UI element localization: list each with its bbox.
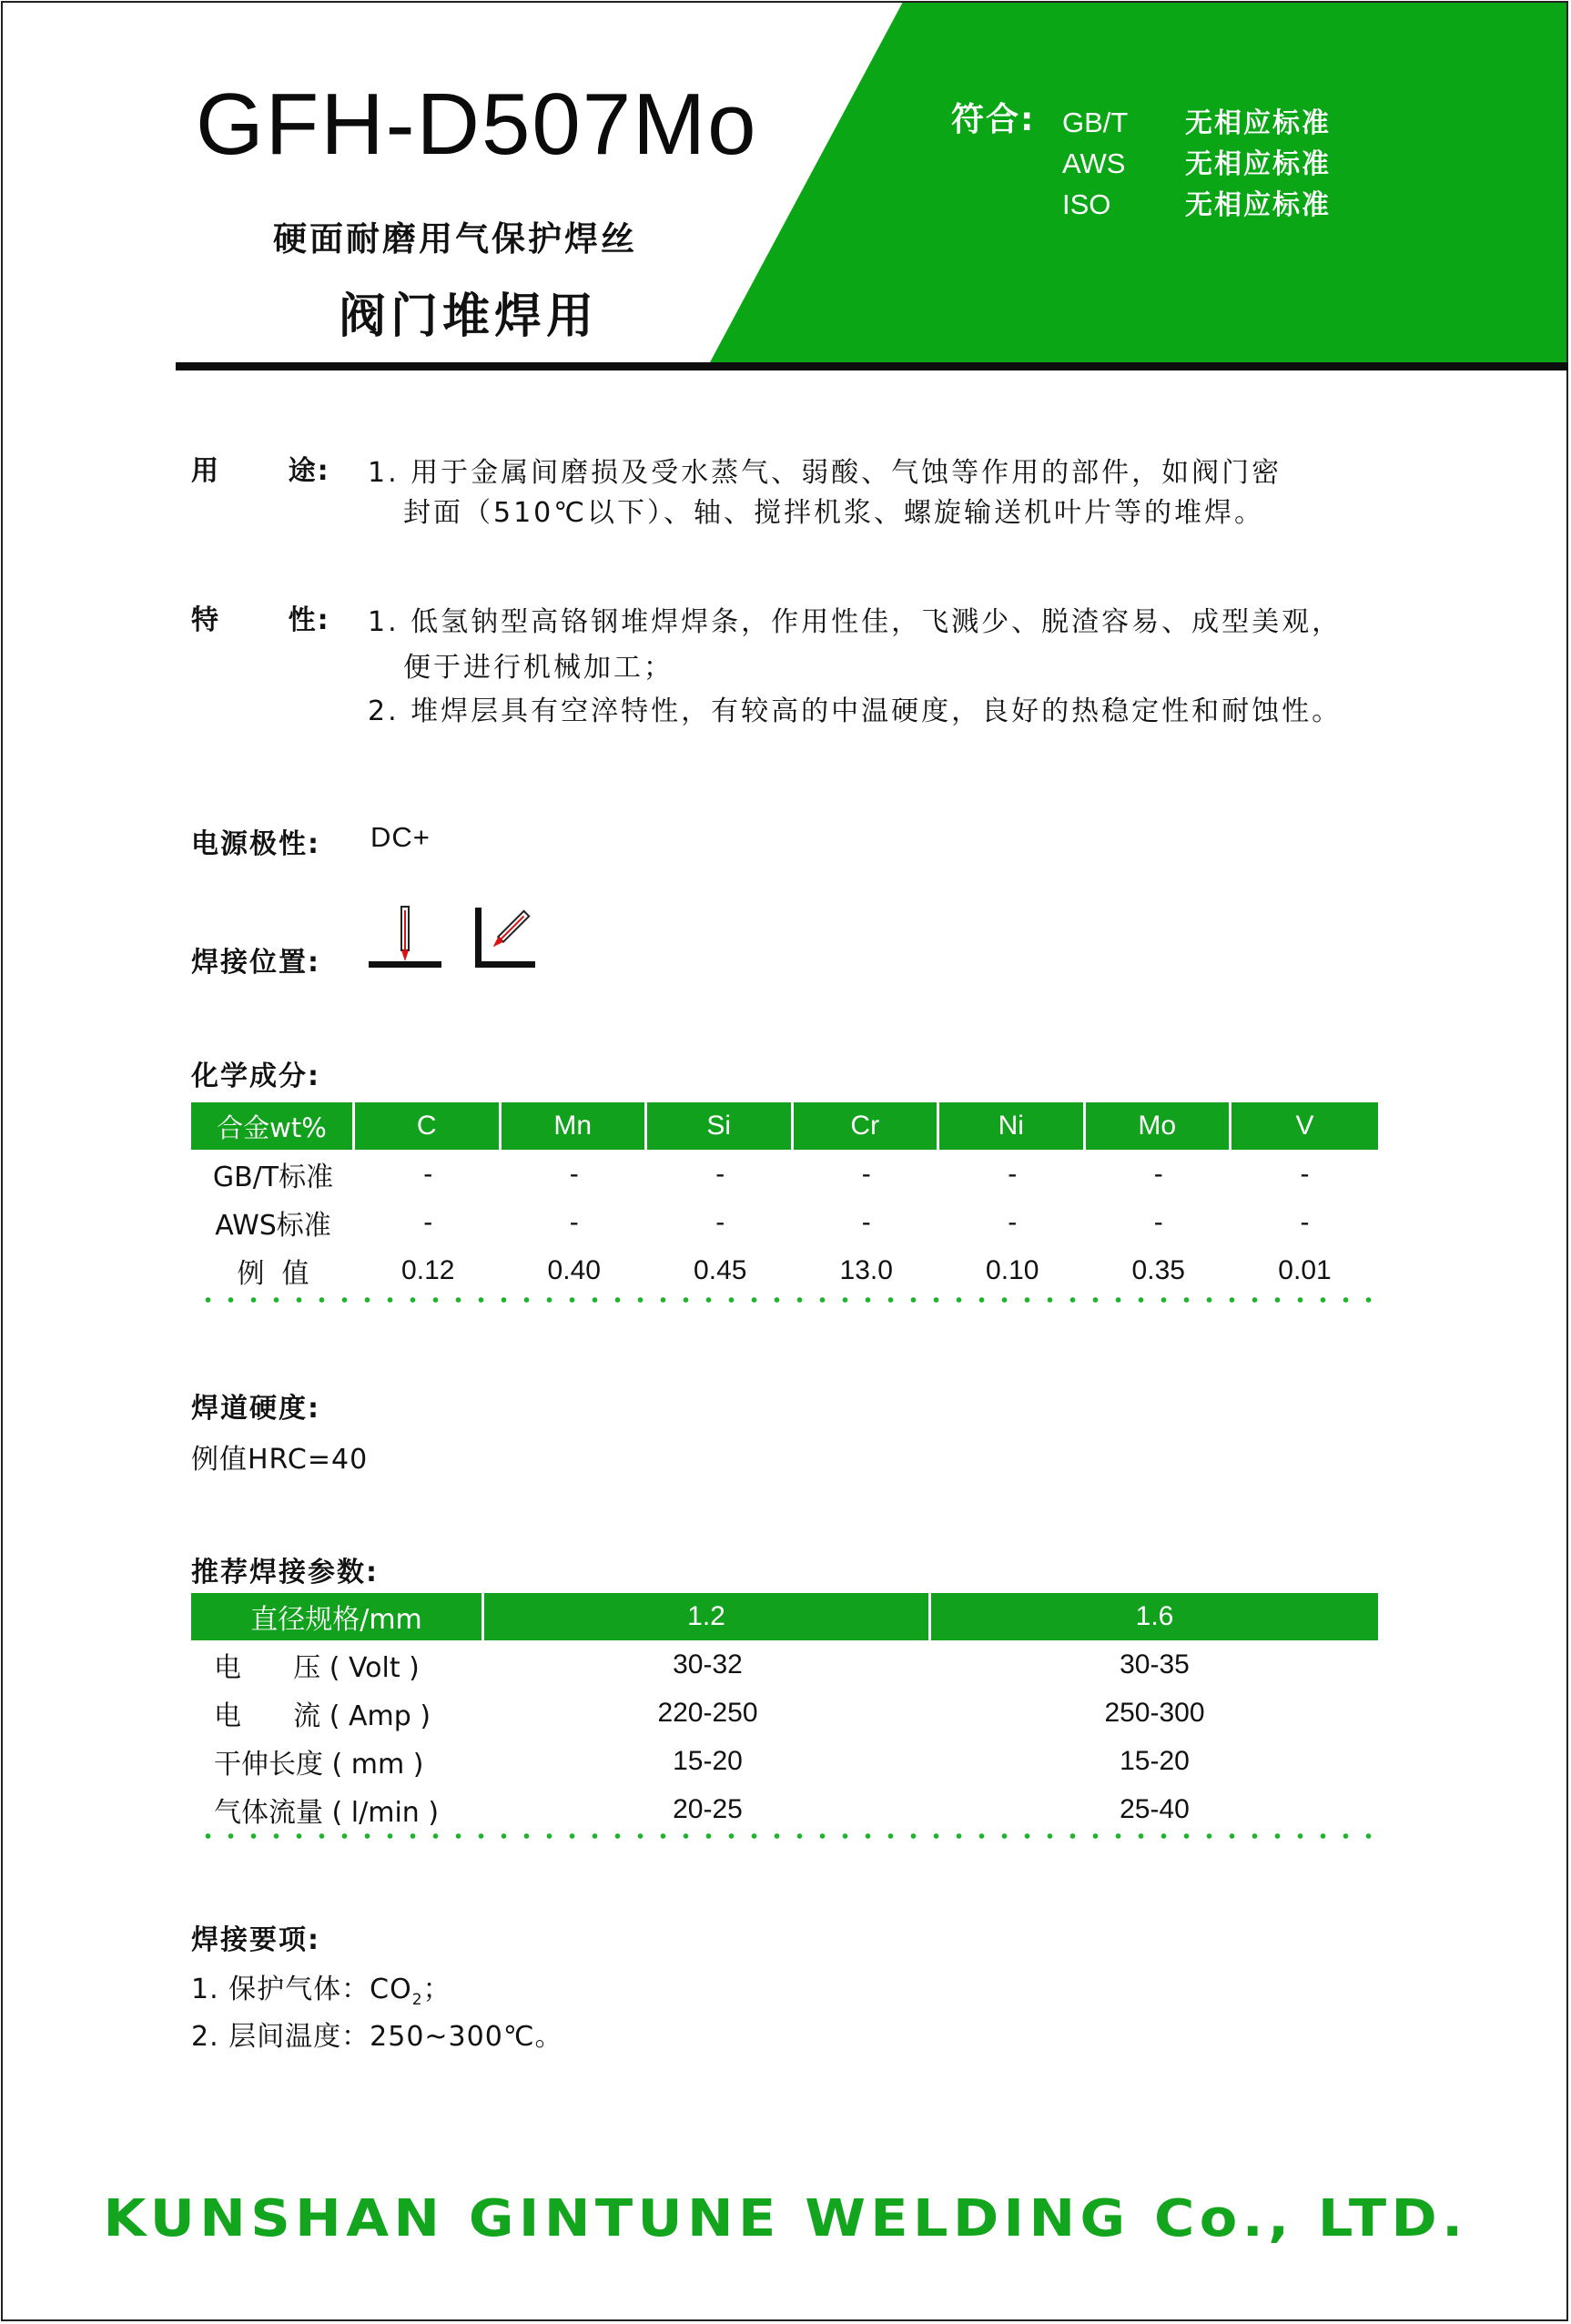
table-cell: 20-25 (673, 1793, 743, 1824)
table-cell: - (1300, 1158, 1310, 1189)
header-divider (176, 362, 1568, 370)
chemistry-header-mo: Mo (1086, 1102, 1232, 1150)
params-header-row (191, 1593, 1378, 1640)
table-cell: 0.12 (401, 1254, 455, 1285)
polarity-label: 电源极性: (191, 828, 320, 860)
usage-label: 用 途: (191, 455, 330, 487)
chemistry-header-cr: Cr (794, 1102, 940, 1150)
table-cell: 0.40 (547, 1254, 601, 1285)
table-cell: 15-20 (673, 1745, 743, 1776)
chemistry-header-mn: Mn (502, 1102, 648, 1150)
table-cell: 25-40 (1120, 1793, 1190, 1824)
dotted-divider (197, 1833, 1374, 1839)
table-cell: - (1300, 1206, 1310, 1237)
standard-row-gbt (1062, 100, 1331, 140)
params-header-diameter: 直径规格/mm (191, 1593, 484, 1640)
table-cell: 30-35 (1120, 1649, 1190, 1680)
notes-line-2: 2. 层间温度：250~300℃。 (191, 2021, 563, 2053)
table-cell: 220-250 (657, 1697, 758, 1728)
chemistry-title: 化学成分: (191, 1061, 320, 1092)
notes-line-1-suffix: ； (422, 1974, 451, 2005)
chemistry-header-si: Si (647, 1102, 794, 1150)
features-label: 特 性: (191, 604, 330, 636)
features-line-2: 便于进行机械加工； (403, 652, 674, 684)
table-cell: - (1008, 1206, 1018, 1237)
chemistry-table (191, 1102, 1378, 1294)
table-cell: - (569, 1206, 579, 1237)
params-title: 推荐焊接参数: (191, 1557, 379, 1588)
table-cell: 13.0 (839, 1254, 893, 1285)
notes-line-1 (191, 1966, 451, 2009)
row-label: AWS标准 (215, 1209, 331, 1242)
table-row (191, 1689, 1378, 1737)
usage-line-2: 封面（510℃以下）、轴、搅拌机浆、螺旋输送机叶片等的堆焊。 (403, 497, 1264, 529)
standard-value: 无相应标准 (1185, 148, 1331, 180)
chemistry-header-c: C (355, 1102, 502, 1150)
chemistry-header-row (191, 1102, 1378, 1150)
chemistry-header-v: V (1231, 1102, 1378, 1150)
chemistry-header-ni: Ni (939, 1102, 1086, 1150)
row-label: 例 值 (237, 1257, 309, 1290)
table-cell: 0.35 (1131, 1254, 1185, 1285)
standard-code: GB/T (1062, 107, 1129, 138)
table-cell: 250-300 (1104, 1697, 1205, 1728)
table-cell: 0.45 (694, 1254, 747, 1285)
polarity-value: DC+ (370, 821, 431, 853)
product-subtitle: 硬面耐磨用气保护焊丝 (273, 219, 637, 259)
features-line-3: 2. 堆焊层具有空淬特性，有较高的中温硬度，良好的热稳定性和耐蚀性。 (368, 695, 1343, 727)
table-cell: - (423, 1206, 433, 1237)
notes-line-1-text: 1. 保护气体：CO (191, 1974, 412, 2005)
table-cell: - (1008, 1158, 1018, 1189)
product-code: GFH-D507Mo (196, 76, 758, 173)
standard-row-aws (1062, 141, 1331, 181)
row-label: 气体流量 ( l/min ) (214, 1796, 440, 1829)
table-cell: - (715, 1158, 725, 1189)
horizontal-fillet-position-icon (475, 903, 539, 971)
table-cell: - (569, 1158, 579, 1189)
standard-code: ISO (1062, 188, 1111, 220)
standard-value: 无相应标准 (1185, 107, 1331, 139)
hardness-title: 焊道硬度: (191, 1393, 320, 1425)
conformity-label: 符合: (951, 101, 1036, 138)
dotted-divider (197, 1297, 1374, 1303)
standard-value: 无相应标准 (1185, 189, 1331, 221)
table-cell: - (1153, 1206, 1163, 1237)
table-row (191, 1737, 1378, 1785)
table-row (191, 1150, 1378, 1198)
company-name: KUNSHAN GINTUNE WELDING Co., LTD. (103, 2189, 1468, 2248)
row-label: 电 压 ( Volt ) (214, 1651, 420, 1684)
params-table (191, 1593, 1378, 1833)
table-cell: 0.10 (986, 1254, 1039, 1285)
table-cell: - (1153, 1158, 1163, 1189)
notes-title: 焊接要项: (191, 1924, 320, 1956)
table-cell: 15-20 (1120, 1745, 1190, 1776)
hardness-value: 例值HRC=40 (191, 1444, 369, 1476)
usage-line-1: 1. 用于金属间磨损及受水蒸气、弱酸、气蚀等作用的部件，如阀门密 (368, 457, 1282, 489)
table-cell: - (715, 1206, 725, 1237)
flat-position-icon (369, 903, 446, 971)
params-header-1-6: 1.6 (931, 1593, 1378, 1640)
table-row (191, 1785, 1378, 1833)
table-row (191, 1246, 1378, 1294)
table-cell: 0.01 (1278, 1254, 1332, 1285)
table-row (191, 1198, 1378, 1246)
product-application: 阀门堆焊用 (339, 289, 599, 344)
table-cell: - (861, 1158, 871, 1189)
positions-label: 焊接位置: (191, 947, 320, 979)
features-line-1: 1. 低氢钠型高铬钢堆焊焊条，作用性佳，飞溅少、脱渣容易、成型美观， (368, 606, 1343, 638)
params-header-1-2: 1.2 (484, 1593, 931, 1640)
row-label: 干伸长度 ( mm ) (214, 1748, 424, 1781)
table-row (191, 1640, 1378, 1689)
notes-subscript: 2 (411, 1991, 423, 2009)
standard-code: AWS (1062, 147, 1126, 179)
table-cell: - (861, 1206, 871, 1237)
chemistry-header-alloy: 合金wt% (191, 1102, 355, 1150)
standard-row-iso (1062, 182, 1331, 222)
table-cell: 30-32 (673, 1649, 743, 1680)
row-label: GB/T标准 (212, 1161, 334, 1193)
table-cell: - (423, 1158, 433, 1189)
row-label: 电 流 ( Amp ) (214, 1700, 431, 1732)
